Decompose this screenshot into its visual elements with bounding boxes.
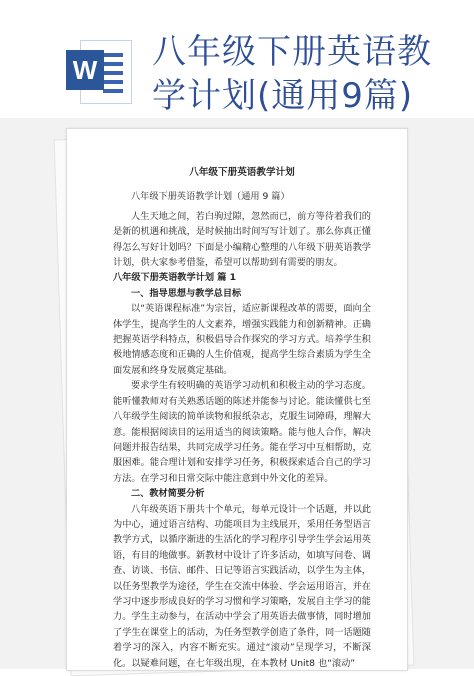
- page-title-line-1: 八年级下册英语教: [152, 32, 432, 72]
- section-heading: 二、教材简要分析: [131, 488, 205, 500]
- document-title: 八年级下册英语教学计划: [189, 167, 295, 178]
- body-paragraph: 以“英语课程标准”为宗旨，适应新课程改革的需要，面向全体学生，提高学生的人文素养，增强实践能力和创新精神。正确把握英语学科特点，积极倡导合作探究的学习方式。培养学生积极地情感态度和正确的人生价值观，提高学生综合素质为学生全面发展和终身发展奠定基础。: [113, 303, 371, 376]
- page-title: [152, 30, 470, 118]
- intro-paragraph: 人生天地之间，若白驹过隙，忽然而已，前方等待着我们的是新的机遇和挑战，是时候抽出时间写写计划了。那么你真正懂得怎么写好计划吗？下面是小编精心整理的八年级下册英语教学计划，供大家参考借鉴，希望可以帮助到有需要的朋友。: [113, 210, 371, 269]
- word-badge: W: [66, 50, 104, 90]
- article-heading: 八年级下册英语教学计划 篇 1: [113, 272, 237, 284]
- section-heading: 一、指导思想与教学总目标: [131, 287, 242, 299]
- document-page: [66, 128, 408, 671]
- body-paragraph: 要求学生有较明确的英语学习动机和积极主动的学习态度。能听懂教师对有关熟悉话题的陈述并能参与讨论。能读懂供七至八年级学生阅读的简单读物和报纸杂志，克服生词障碍，理解大意。能根据阅读目的运用适当的阅读策略。能与他人合作，解决问题并报告结果，共同完成学习任务。能在学习中互相帮助，克服困难。能合理计划和安排学习任务，积极探索适合自己的学习方法。在学习和日常交际中能注意到中外文化的差异。: [113, 380, 371, 484]
- document-content: [113, 165, 371, 671]
- word-document-icon: [66, 38, 130, 104]
- page-title-line-2: 学计划(通用9篇): [152, 76, 414, 116]
- document-subtitle: 八年级下册英语教学计划（通用 9 篇）: [131, 191, 290, 203]
- body-paragraph: 八年级英语下册共十个单元，每单元设计一个话题，并以此为中心，通过语言结构、功能项目为主线展开，采用任务型语言教学方式，以循序渐进的生活化的学习程序引导学生学会运用英语，有目的地做事。新教材中设计了许多活动，如填写问卷、调查、访谈、书信、邮件、日记等语言实践活动，以学生为主体，以任务型教学为途径，学生在交流中体验、学会运用语言，并在学习中逐步形成良好的学习习惯和学习策略，发展自主学习的能力。学生主动参与，在活动中学会了用英语去做事情，同时增加了学生在课堂上的活动，为任务型教学创造了条件，同一话题随着学习的深入，内容不断充实。通过“滚动”呈现学习，不断深化。以疑难问题，在七年级出现，在本教材 Unit8 也“滚动”: [113, 503, 371, 669]
